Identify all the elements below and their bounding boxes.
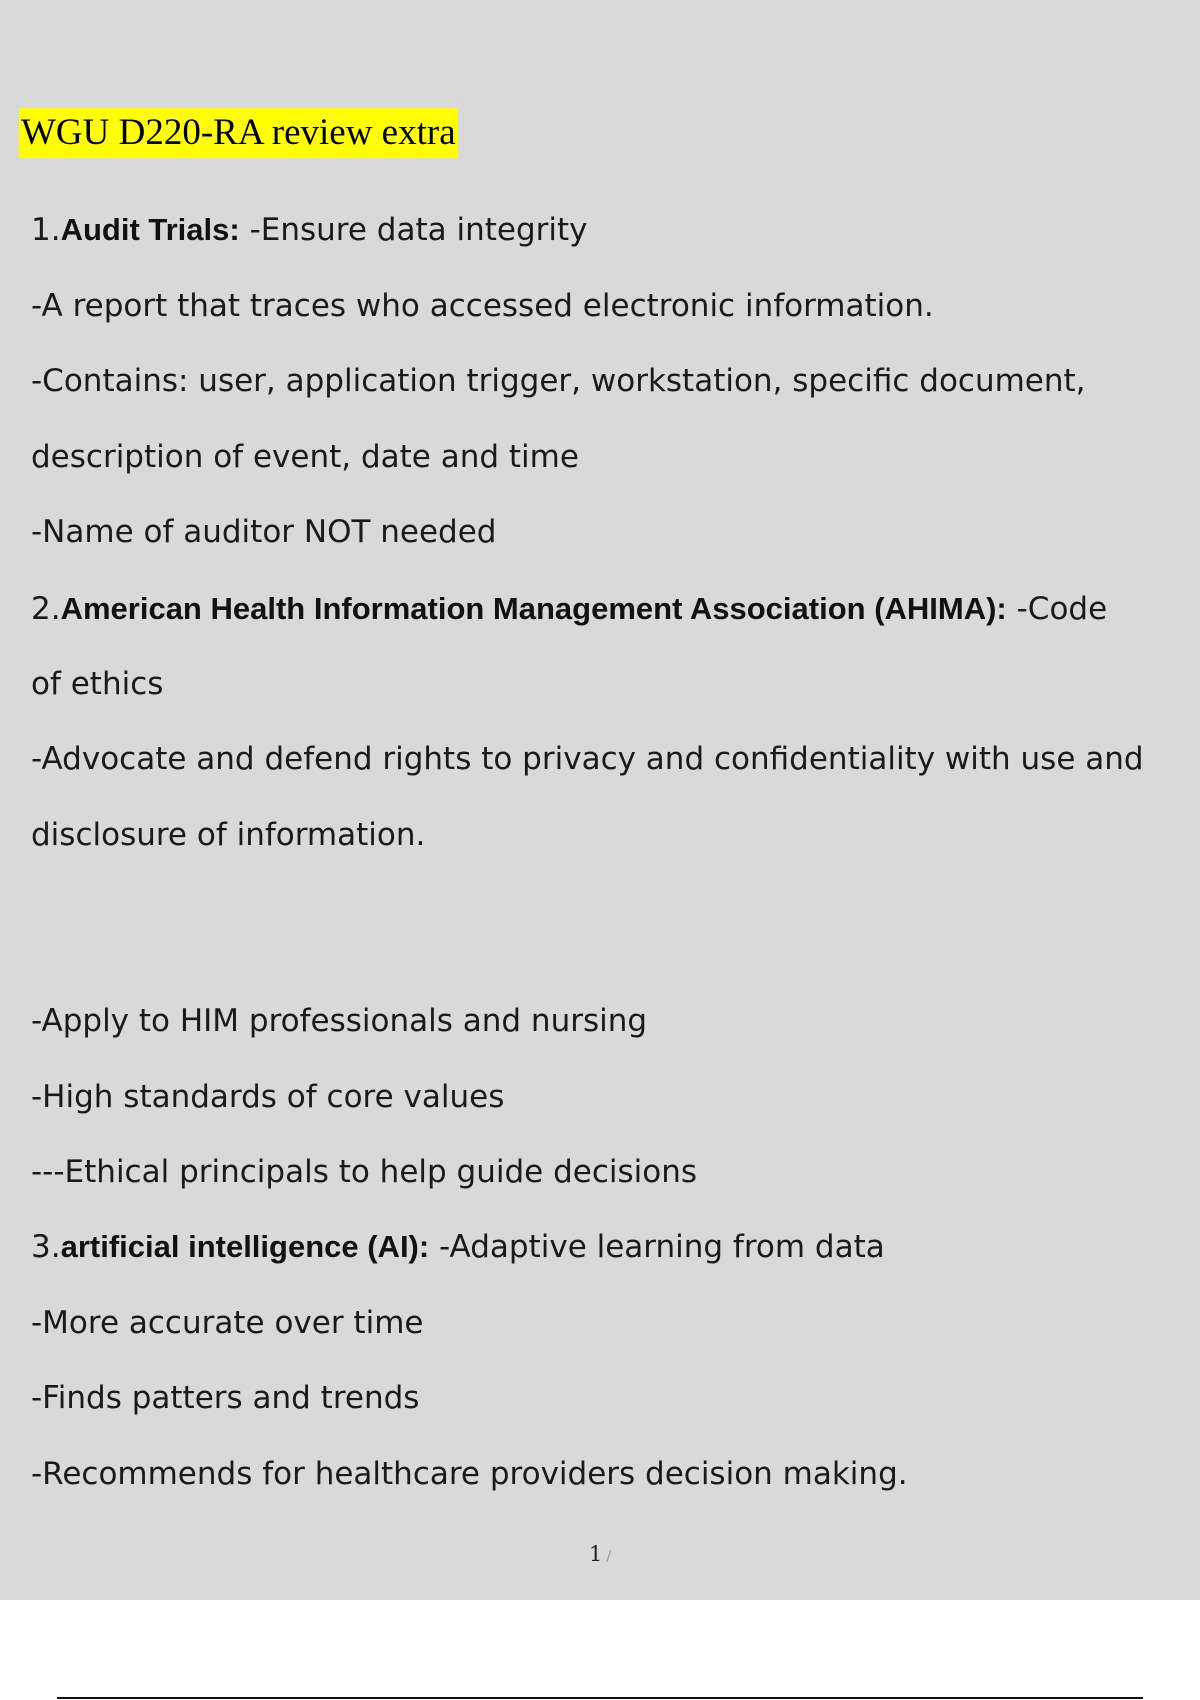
entry-line: -Apply to HIM professionals and nursing [31,1003,648,1039]
entry-term: Audit Trials: [60,212,240,247]
entry-line: ---Ethical principals to help guide decisions [31,1154,698,1190]
entry-term: American Health Information Management Association (AHIMA): [60,591,1007,626]
entry-line: -Recommends for healthcare providers decision making. [31,1456,908,1492]
page-number [0,1542,1200,1566]
entry-line: -High standards of core values [31,1079,505,1115]
entry-definition: -Code [1006,591,1108,627]
entry-line: -Advocate and defend rights to privacy and confidentiality with use and [31,741,1144,777]
entry-2-heading [31,589,1107,629]
page-number-value: 1 [588,1542,603,1566]
document-title: WGU D220-RA review extra [19,108,458,158]
entry-line: description of event, date and time [31,439,579,475]
entry-definition: -Ensure data integrity [239,212,588,248]
entry-3-heading [31,1227,885,1267]
entry-term: artificial intelligence (AI): [60,1229,430,1264]
entry-line: of ethics [31,666,164,702]
entry-line: disclosure of information. [31,817,426,853]
entry-line: -Name of auditor NOT needed [31,514,497,550]
page-number-suffix: / [606,1549,612,1565]
entry-number: 1. [31,212,61,248]
entry-number: 3. [31,1229,61,1265]
entry-line: -Finds patters and trends [31,1380,420,1416]
entry-line: -More accurate over time [31,1305,424,1341]
entry-number: 2. [31,591,61,627]
entry-line: -Contains: user, application trigger, workstation, specific document, [31,363,1086,399]
entry-line: -A report that traces who accessed electronic information. [31,288,934,324]
entry-definition: -Adaptive learning from data [429,1229,885,1265]
entry-1-heading [31,210,588,250]
footer-divider [57,1697,1143,1699]
